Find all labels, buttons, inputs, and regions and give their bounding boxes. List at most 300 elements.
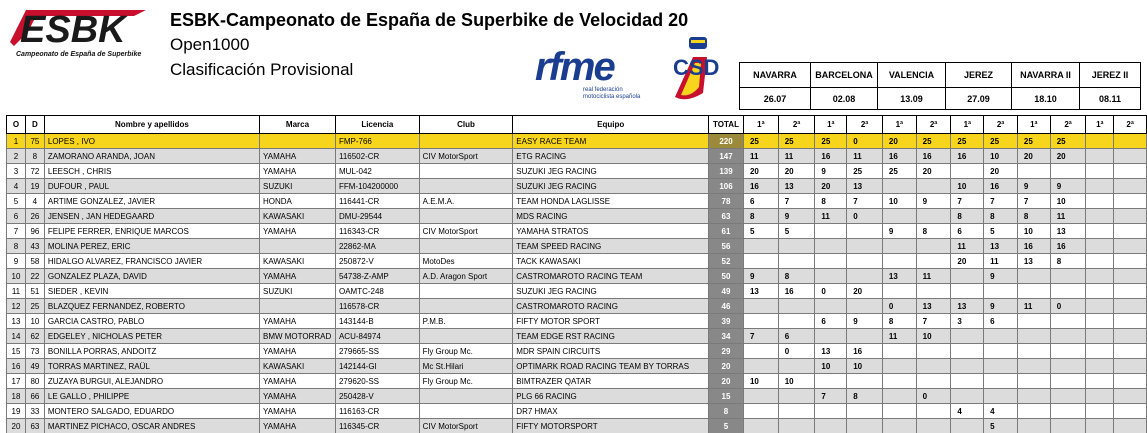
col-pos: O xyxy=(7,116,26,134)
race-points-cell xyxy=(1114,209,1147,224)
team-cell: MDR SPAIN CIRCUITS xyxy=(513,344,709,359)
race-points-cell xyxy=(984,374,1018,389)
race-points-cell xyxy=(1114,359,1147,374)
race-points-cell xyxy=(951,389,984,404)
race-points-cell: 9 xyxy=(743,269,778,284)
license-cell: 142144-GI xyxy=(335,359,419,374)
race-points-cell: 5 xyxy=(984,419,1018,433)
pos-cell: 3 xyxy=(7,164,26,179)
col-brand: Marca xyxy=(259,116,335,134)
csd-logo xyxy=(667,37,729,107)
rfme-logo-sub: real federación motociclista española xyxy=(583,87,641,100)
race-points-cell xyxy=(743,359,778,374)
table-row xyxy=(7,134,1147,149)
circuit-date: 26.07 xyxy=(763,94,787,104)
race-points-cell xyxy=(1086,224,1114,239)
race-points-cell: 0 xyxy=(1050,299,1086,314)
total-cell: 39 xyxy=(709,314,744,329)
race-points-cell xyxy=(743,299,778,314)
race-points-cell xyxy=(1017,419,1050,433)
race-points-cell xyxy=(951,329,984,344)
license-cell: ACU-84974 xyxy=(335,329,419,344)
table-row xyxy=(7,404,1147,419)
race-points-cell: 20 xyxy=(882,134,916,149)
license-cell: 116502-CR xyxy=(335,149,419,164)
race-points-cell xyxy=(1050,344,1086,359)
pos-cell: 20 xyxy=(7,419,26,433)
race-points-cell xyxy=(1086,329,1114,344)
brand-cell: YAMAHA xyxy=(259,224,335,239)
race-points-cell: 13 xyxy=(984,239,1018,254)
rider-name-cell: BONILLA PORRAS, ANDOITZ xyxy=(44,344,259,359)
total-cell: 139 xyxy=(709,164,744,179)
race-points-cell xyxy=(778,419,815,433)
race-points-cell xyxy=(743,419,778,433)
race-points-cell: 7 xyxy=(1017,194,1050,209)
license-cell: MUL-042 xyxy=(335,164,419,179)
race-points-cell xyxy=(916,284,951,299)
license-cell: 279665-SS xyxy=(335,344,419,359)
dorsal-cell: 22 xyxy=(25,269,44,284)
team-cell: SUZUKI JEG RACING xyxy=(513,284,709,299)
race-points-cell: 0 xyxy=(882,299,916,314)
total-cell: 5 xyxy=(709,419,744,433)
race-points-cell xyxy=(882,374,916,389)
license-cell: 250872-V xyxy=(335,254,419,269)
rider-name-cell: FELIPE FERRER, ENRIQUE MARCOS xyxy=(44,224,259,239)
esbk-logo xyxy=(6,6,154,62)
race-points-cell xyxy=(847,299,883,314)
race-points-cell xyxy=(916,374,951,389)
race-points-cell: 20 xyxy=(743,164,778,179)
brand-cell: YAMAHA xyxy=(259,374,335,389)
race-points-cell: 10 xyxy=(1050,194,1086,209)
circuit-valencia xyxy=(877,62,946,110)
license-cell: 22862-MA xyxy=(335,239,419,254)
race-points-cell xyxy=(815,269,847,284)
race-points-cell xyxy=(1050,164,1086,179)
total-cell: 56 xyxy=(709,239,744,254)
brand-cell: YAMAHA xyxy=(259,149,335,164)
club-cell xyxy=(419,209,513,224)
race-points-cell xyxy=(1086,254,1114,269)
race-points-cell xyxy=(916,404,951,419)
race-points-cell: 0 xyxy=(847,134,883,149)
club-cell xyxy=(419,404,513,419)
brand-cell: YAMAHA xyxy=(259,404,335,419)
rider-name-cell: ZAMORANO ARANDA, JOAN xyxy=(44,149,259,164)
race-points-cell: 8 xyxy=(984,209,1018,224)
dorsal-cell: 4 xyxy=(25,194,44,209)
team-cell: YAMAHA STRATOS xyxy=(513,224,709,239)
col-dorsal: D xyxy=(25,116,44,134)
rider-name-cell: MONTERO SALGADO, EDUARDO xyxy=(44,404,259,419)
rider-name-cell: TORRAS MARTINEZ, RAÜL xyxy=(44,359,259,374)
race-points-cell xyxy=(778,299,815,314)
pos-cell: 14 xyxy=(7,329,26,344)
race-points-cell xyxy=(882,284,916,299)
rider-name-cell: LOPES , IVO xyxy=(44,134,259,149)
total-cell: 147 xyxy=(709,149,744,164)
race-points-cell: 4 xyxy=(951,404,984,419)
race-points-cell xyxy=(882,404,916,419)
race-points-cell: 3 xyxy=(951,314,984,329)
race-points-cell xyxy=(1114,389,1147,404)
race-points-cell xyxy=(815,254,847,269)
table-row xyxy=(7,194,1147,209)
club-cell: CIV MotorSport xyxy=(419,149,513,164)
team-cell: TACK KAWASAKI xyxy=(513,254,709,269)
race-points-cell xyxy=(1114,194,1147,209)
race-points-cell: 16 xyxy=(951,149,984,164)
race-points-cell: 6 xyxy=(778,329,815,344)
table-row xyxy=(7,314,1147,329)
race-points-cell xyxy=(1050,359,1086,374)
race-points-cell xyxy=(847,419,883,433)
dorsal-cell: 80 xyxy=(25,374,44,389)
race-points-cell: 9 xyxy=(1017,179,1050,194)
race-points-cell xyxy=(1017,389,1050,404)
club-cell xyxy=(419,389,513,404)
race-points-cell xyxy=(1050,269,1086,284)
circuit-date: 02.08 xyxy=(832,94,856,104)
total-cell: 78 xyxy=(709,194,744,209)
race-points-cell: 5 xyxy=(778,224,815,239)
circuit-barcelona xyxy=(810,62,878,110)
club-cell xyxy=(419,284,513,299)
team-cell: CASTROMAROTO RACING xyxy=(513,299,709,314)
race-points-cell: 8 xyxy=(916,224,951,239)
race-points-cell xyxy=(1086,239,1114,254)
dorsal-cell: 25 xyxy=(25,299,44,314)
circuit-date: 27.09 xyxy=(967,94,990,104)
circuit-date: 18.10 xyxy=(1034,94,1057,104)
table-row xyxy=(7,269,1147,284)
col-total: TOTAL xyxy=(709,116,744,134)
race-points-cell: 8 xyxy=(743,209,778,224)
race-points-cell xyxy=(882,179,916,194)
race-points-cell xyxy=(1114,239,1147,254)
race-points-cell: 5 xyxy=(984,224,1018,239)
pos-cell: 11 xyxy=(7,284,26,299)
esbk-logo-text: ESBK xyxy=(20,9,126,50)
dorsal-cell: 8 xyxy=(25,149,44,164)
team-cell: OPTIMARK ROAD RACING TEAM BY TORRAS xyxy=(513,359,709,374)
race-points-cell xyxy=(1114,164,1147,179)
rider-name-cell: EDGELEY , NICHOLAS PETER xyxy=(44,329,259,344)
race-points-cell xyxy=(1050,284,1086,299)
table-row xyxy=(7,329,1147,344)
circuit-name: BARCELONA xyxy=(815,70,873,80)
race-points-cell: 11 xyxy=(847,149,883,164)
race-points-cell: 10 xyxy=(778,374,815,389)
rider-name-cell: HIDALGO ALVAREZ, FRANCISCO JAVIER xyxy=(44,254,259,269)
license-cell: 116441-CR xyxy=(335,194,419,209)
race-points-cell: 8 xyxy=(951,209,984,224)
brand-cell: KAWASAKI xyxy=(259,359,335,374)
col-name: Nombre y apellidos xyxy=(44,116,259,134)
pos-cell: 18 xyxy=(7,389,26,404)
table-row xyxy=(7,254,1147,269)
race-points-cell xyxy=(1086,419,1114,433)
circuit-jerez-ii xyxy=(1079,62,1141,110)
pos-cell: 15 xyxy=(7,344,26,359)
total-cell: 29 xyxy=(709,344,744,359)
club-cell xyxy=(419,164,513,179)
race-points-cell xyxy=(951,269,984,284)
race-points-cell: 8 xyxy=(882,314,916,329)
pos-cell: 10 xyxy=(7,269,26,284)
race-points-cell xyxy=(1086,194,1114,209)
race-points-cell xyxy=(951,284,984,299)
race-points-cell: 20 xyxy=(1017,149,1050,164)
brand-cell: BMW MOTORRAD xyxy=(259,329,335,344)
club-cell xyxy=(419,239,513,254)
club-cell xyxy=(419,134,513,149)
team-cell: EASY RACE TEAM xyxy=(513,134,709,149)
club-cell: MotoDes xyxy=(419,254,513,269)
race-points-cell: 11 xyxy=(951,239,984,254)
race-points-cell: 10 xyxy=(951,179,984,194)
race-points-cell: 10 xyxy=(1017,224,1050,239)
race-points-cell: 11 xyxy=(743,149,778,164)
race-points-cell xyxy=(984,389,1018,404)
race-points-cell: 16 xyxy=(882,149,916,164)
race-points-cell xyxy=(916,179,951,194)
race-points-cell xyxy=(916,209,951,224)
page-title: ESBK-Campeonato de España de Superbike de Velocidad 20 xyxy=(170,10,689,30)
race-points-cell: 9 xyxy=(815,164,847,179)
total-cell: 34 xyxy=(709,329,744,344)
race-points-cell: 7 xyxy=(815,389,847,404)
race-points-cell: 6 xyxy=(984,314,1018,329)
race-points-cell xyxy=(951,374,984,389)
race-points-cell xyxy=(1114,329,1147,344)
pos-cell: 5 xyxy=(7,194,26,209)
race-points-cell xyxy=(882,359,916,374)
table-header-row xyxy=(7,116,1147,134)
race-points-cell: 13 xyxy=(951,299,984,314)
race-points-cell: 10 xyxy=(882,194,916,209)
race-points-cell xyxy=(916,359,951,374)
total-cell: 106 xyxy=(709,179,744,194)
team-cell: PLG 66 RACING xyxy=(513,389,709,404)
race-points-cell: 25 xyxy=(1017,134,1050,149)
circuit-name: NAVARRA II xyxy=(1020,70,1071,80)
rider-name-cell: ARTIME GONZALEZ, JAVIER xyxy=(44,194,259,209)
race-points-cell: 16 xyxy=(778,284,815,299)
col-race-2: 2ª xyxy=(916,116,951,134)
col-race-1: 1ª xyxy=(743,116,778,134)
race-points-cell: 11 xyxy=(1017,299,1050,314)
race-points-cell xyxy=(815,374,847,389)
race-points-cell: 11 xyxy=(916,269,951,284)
race-points-cell: 25 xyxy=(778,134,815,149)
license-cell: 116345-CR xyxy=(335,419,419,433)
race-points-cell xyxy=(743,404,778,419)
race-points-cell: 25 xyxy=(882,164,916,179)
dorsal-cell: 49 xyxy=(25,359,44,374)
rider-name-cell: BLAZQUEZ FERNANDEZ, ROBERTO xyxy=(44,299,259,314)
brand-cell: YAMAHA xyxy=(259,269,335,284)
club-cell: CIV MotorSport xyxy=(419,419,513,433)
race-points-cell xyxy=(1086,404,1114,419)
race-points-cell: 9 xyxy=(882,224,916,239)
club-cell: CIV MotorSport xyxy=(419,224,513,239)
race-points-cell: 7 xyxy=(984,194,1018,209)
club-cell xyxy=(419,299,513,314)
race-points-cell: 16 xyxy=(916,149,951,164)
dorsal-cell: 19 xyxy=(25,179,44,194)
total-cell: 20 xyxy=(709,359,744,374)
table-row xyxy=(7,224,1147,239)
race-points-cell xyxy=(1017,404,1050,419)
race-points-cell: 11 xyxy=(984,254,1018,269)
brand-cell: SUZUKI xyxy=(259,284,335,299)
race-points-cell xyxy=(1086,149,1114,164)
race-points-cell: 11 xyxy=(778,149,815,164)
category-label: Open1000 xyxy=(170,35,250,54)
race-points-cell xyxy=(1017,314,1050,329)
dorsal-cell: 75 xyxy=(25,134,44,149)
license-cell: 279620-SS xyxy=(335,374,419,389)
race-points-cell: 9 xyxy=(916,194,951,209)
race-points-cell: 10 xyxy=(916,329,951,344)
license-cell: 250428-V xyxy=(335,389,419,404)
table-row xyxy=(7,164,1147,179)
race-points-cell: 16 xyxy=(847,344,883,359)
race-points-cell xyxy=(916,239,951,254)
pos-cell: 17 xyxy=(7,374,26,389)
col-race-2: 2ª xyxy=(847,116,883,134)
table-row xyxy=(7,419,1147,433)
race-points-cell xyxy=(778,239,815,254)
col-race-2: 2ª xyxy=(1050,116,1086,134)
col-race-1: 1ª xyxy=(951,116,984,134)
race-points-cell xyxy=(1114,374,1147,389)
race-points-cell: 7 xyxy=(916,314,951,329)
race-points-cell xyxy=(815,419,847,433)
race-points-cell: 10 xyxy=(984,149,1018,164)
race-points-cell xyxy=(778,254,815,269)
race-points-cell xyxy=(1114,284,1147,299)
rider-name-cell: GARCIA CASTRO, PABLO xyxy=(44,314,259,329)
team-cell: BIMTRAZER QATAR xyxy=(513,374,709,389)
race-points-cell: 13 xyxy=(847,179,883,194)
pos-cell: 1 xyxy=(7,134,26,149)
club-cell: A.E.M.A. xyxy=(419,194,513,209)
total-cell: 50 xyxy=(709,269,744,284)
total-cell: 46 xyxy=(709,299,744,314)
race-points-cell xyxy=(1086,164,1114,179)
race-points-cell xyxy=(743,254,778,269)
race-points-cell xyxy=(1114,149,1147,164)
dorsal-cell: 62 xyxy=(25,329,44,344)
race-points-cell xyxy=(847,404,883,419)
team-cell: TEAM EDGE RST RACING xyxy=(513,329,709,344)
brand-cell: HONDA xyxy=(259,194,335,209)
team-cell: FIFTY MOTORSPORT xyxy=(513,419,709,433)
team-cell: SUZUKI JEG RACING xyxy=(513,164,709,179)
race-points-cell: 25 xyxy=(916,134,951,149)
race-points-cell: 16 xyxy=(984,179,1018,194)
team-cell: CASTROMAROTO RACING TEAM xyxy=(513,269,709,284)
race-points-cell: 0 xyxy=(847,209,883,224)
race-points-cell: 9 xyxy=(847,314,883,329)
race-points-cell: 0 xyxy=(778,344,815,359)
race-points-cell xyxy=(1086,269,1114,284)
club-cell xyxy=(419,179,513,194)
dorsal-cell: 33 xyxy=(25,404,44,419)
circuit-navarra xyxy=(739,62,811,110)
race-points-cell: 13 xyxy=(1017,254,1050,269)
race-points-cell: 7 xyxy=(778,194,815,209)
race-points-cell: 7 xyxy=(847,194,883,209)
race-points-cell: 16 xyxy=(743,179,778,194)
license-cell: 143144-B xyxy=(335,314,419,329)
pos-cell: 12 xyxy=(7,299,26,314)
team-cell: DR7 HMAX xyxy=(513,404,709,419)
race-points-cell xyxy=(1017,329,1050,344)
race-points-cell: 20 xyxy=(815,179,847,194)
race-points-cell: 6 xyxy=(815,314,847,329)
race-points-cell xyxy=(1017,284,1050,299)
rfme-logo-text: rfme xyxy=(535,45,614,89)
club-cell xyxy=(419,329,513,344)
race-points-cell xyxy=(743,389,778,404)
race-points-cell: 13 xyxy=(743,284,778,299)
race-points-cell xyxy=(882,209,916,224)
race-points-cell: 20 xyxy=(916,164,951,179)
col-race-2: 2ª xyxy=(778,116,815,134)
team-cell: SUZUKI JEG RACING xyxy=(513,179,709,194)
race-points-cell xyxy=(916,254,951,269)
club-cell: Fly Group Mc. xyxy=(419,344,513,359)
race-points-cell: 8 xyxy=(815,194,847,209)
circuit-name: JEREZ xyxy=(963,70,993,80)
race-points-cell xyxy=(984,284,1018,299)
total-cell: 220 xyxy=(709,134,744,149)
circuit-date: 13.09 xyxy=(900,94,923,104)
race-points-cell xyxy=(1114,344,1147,359)
race-points-cell: 6 xyxy=(743,194,778,209)
license-cell: FMP-766 xyxy=(335,134,419,149)
col-license: Licencia xyxy=(335,116,419,134)
race-points-cell: 6 xyxy=(951,224,984,239)
brand-cell: KAWASAKI xyxy=(259,209,335,224)
pos-cell: 13 xyxy=(7,314,26,329)
table-row xyxy=(7,299,1147,314)
total-cell: 8 xyxy=(709,404,744,419)
race-points-cell: 7 xyxy=(951,194,984,209)
race-points-cell xyxy=(1017,164,1050,179)
race-points-cell xyxy=(778,314,815,329)
race-points-cell xyxy=(984,329,1018,344)
team-cell: FIFTY MOTOR SPORT xyxy=(513,314,709,329)
race-points-cell: 0 xyxy=(815,284,847,299)
rider-name-cell: MOLINA PEREZ, ERIC xyxy=(44,239,259,254)
race-points-cell: 10 xyxy=(743,374,778,389)
race-points-cell xyxy=(1050,404,1086,419)
race-points-cell xyxy=(951,419,984,433)
brand-cell: SUZUKI xyxy=(259,179,335,194)
csd-logo-text: CSD xyxy=(673,55,720,80)
race-points-cell xyxy=(1050,374,1086,389)
brand-cell xyxy=(259,299,335,314)
race-points-cell: 25 xyxy=(984,134,1018,149)
brand-cell xyxy=(259,239,335,254)
race-points-cell: 8 xyxy=(1050,254,1086,269)
